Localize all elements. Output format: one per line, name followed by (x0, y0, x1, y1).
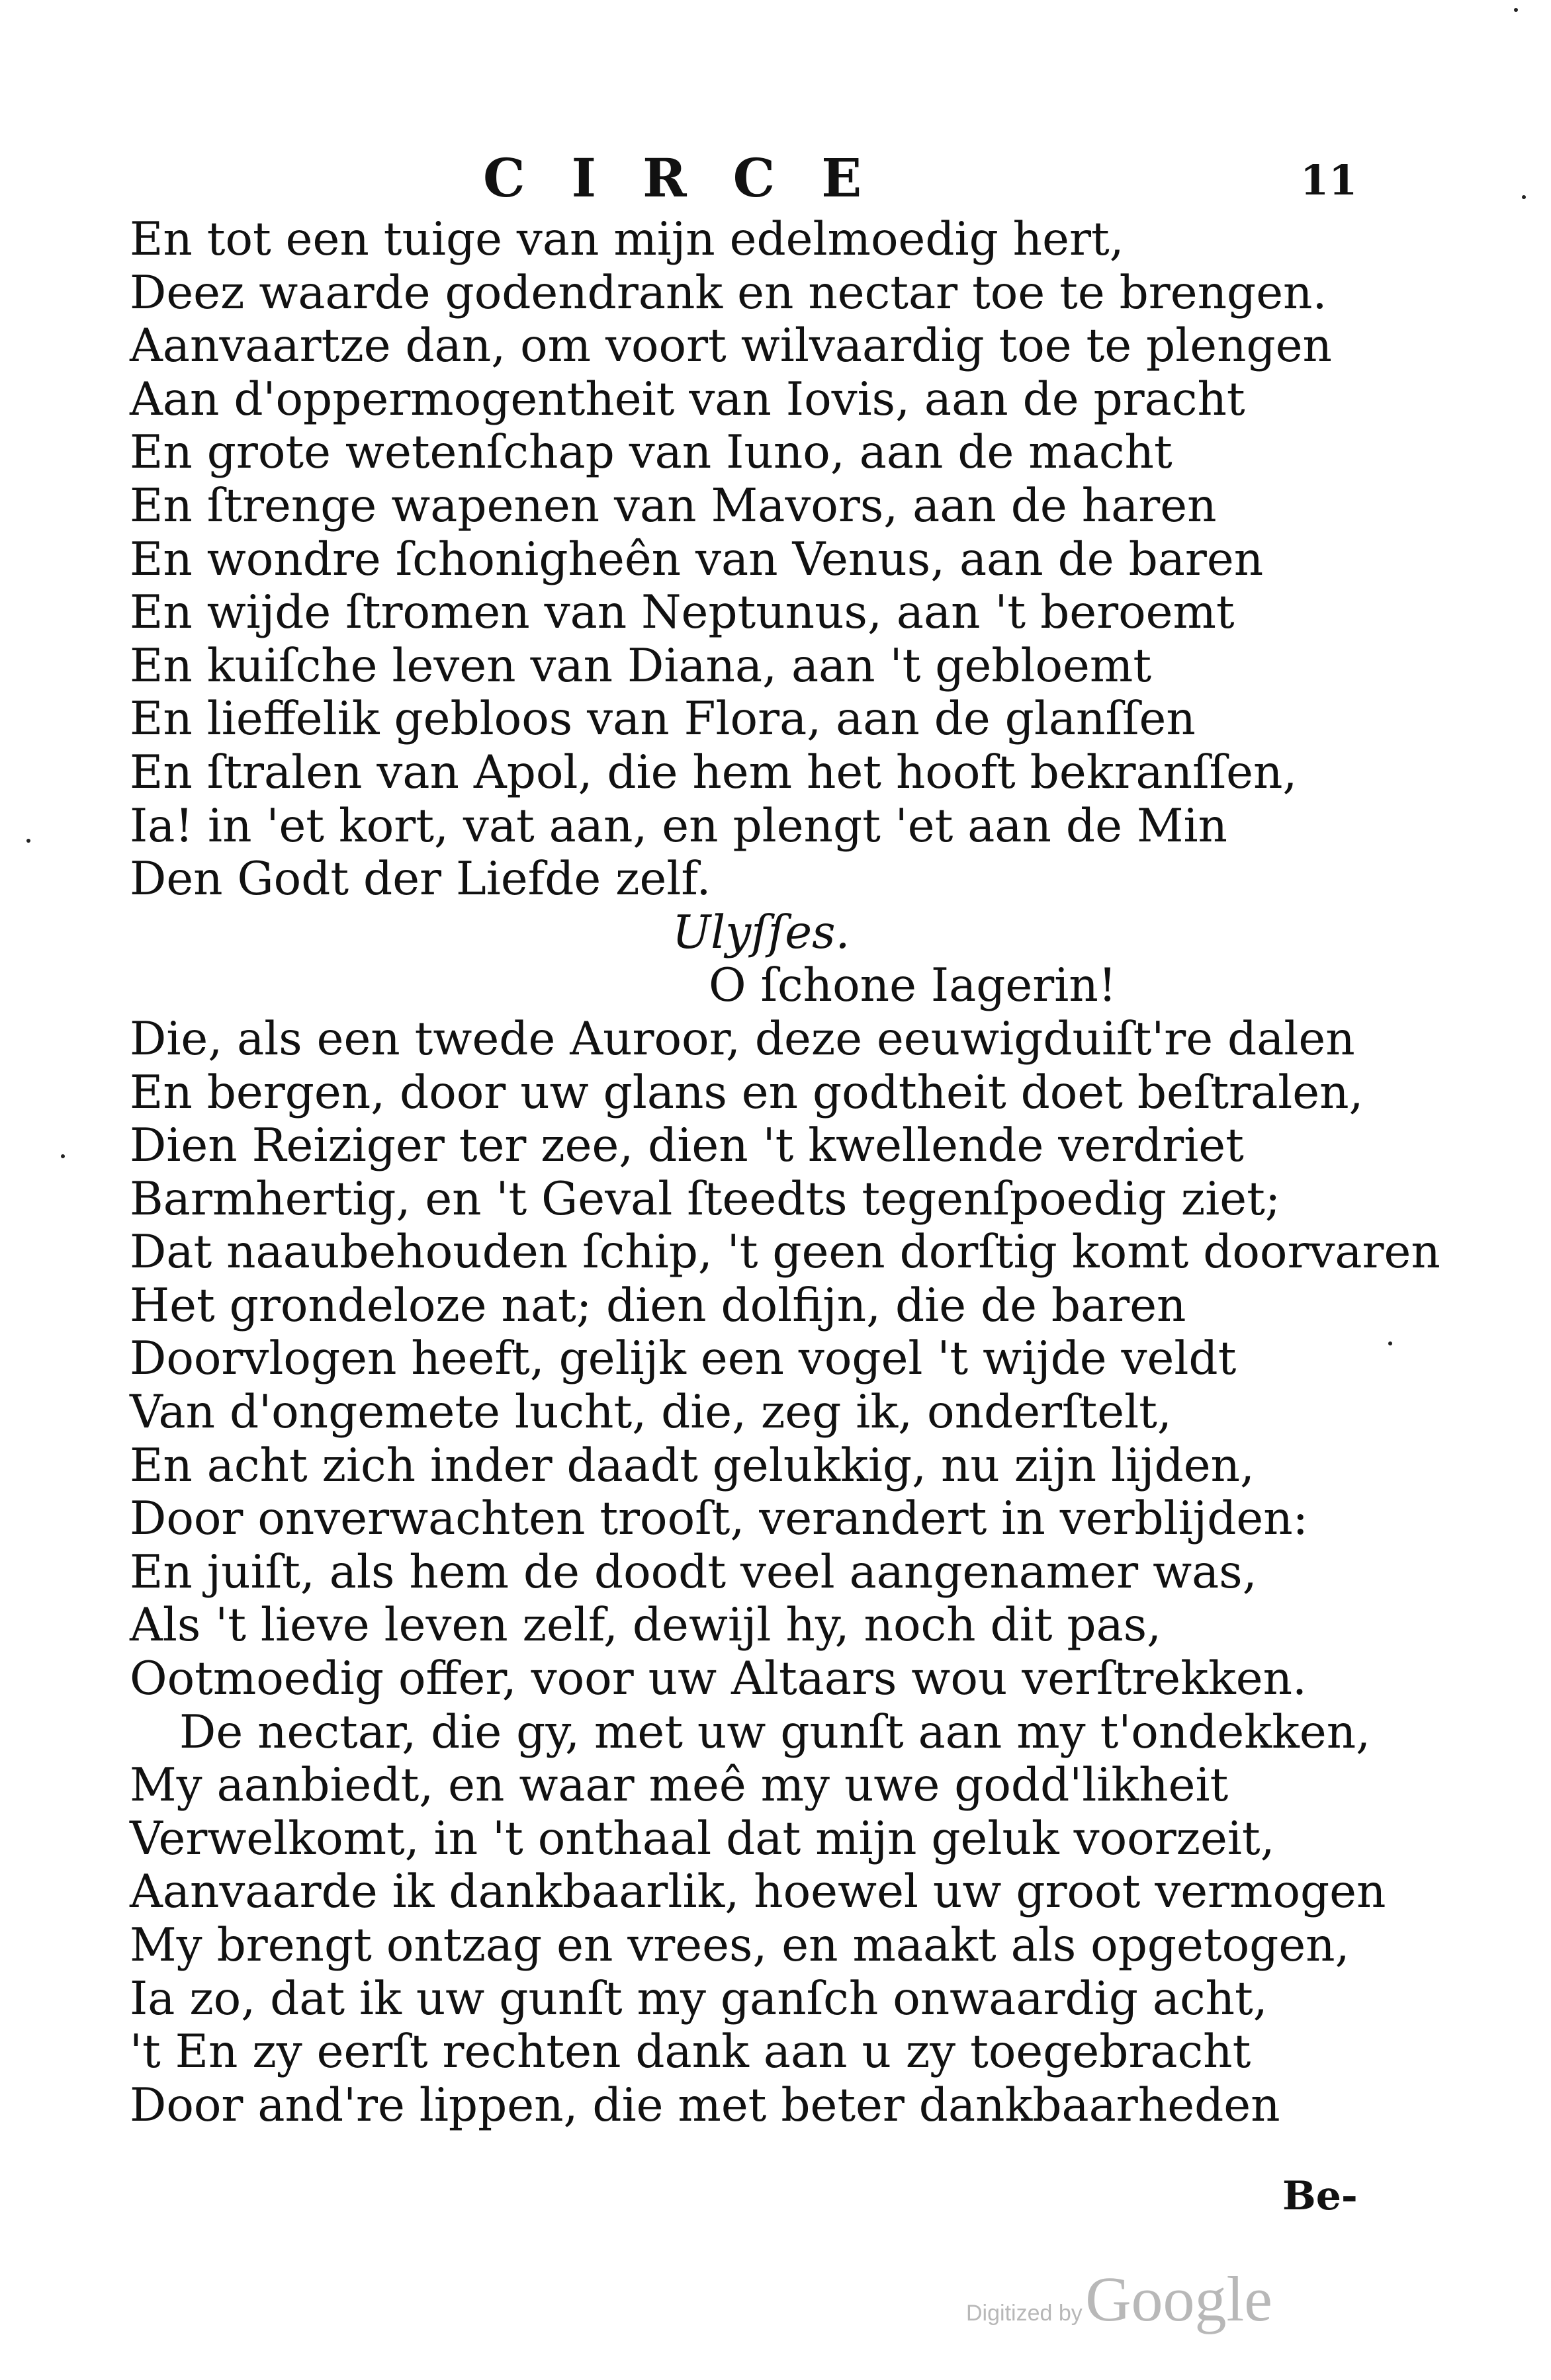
ink-speck (1522, 195, 1526, 199)
verse-line: Die, als een twede Auroor, deze eeuwigduiſt're dalen (130, 1012, 1355, 1066)
verse-line: Den Godt der Liefde zelf. (130, 853, 711, 906)
verse-line: Dat naaubehouden ſchip, 't geen dorſtig komt doorvaren (130, 1226, 1440, 1279)
page-number: 11 (1300, 156, 1358, 204)
verse-line: Doorvlogen heeft, gelijk een vogel 't wijde veldt (130, 1332, 1237, 1386)
verse-line: En wijde ſtromen van Neptunus, aan 't beroemt (130, 586, 1235, 640)
verse-line: 't En zy eerſt rechten dank aan u zy toegebracht (130, 2025, 1251, 2079)
verse-line: Als 't lieve leven zelf, dewijl hy, noch dit pas, (130, 1599, 1162, 1652)
verse-line: Barmhertig, en 't Geval ſteedts tegenſpoedig ziet; (130, 1172, 1281, 1226)
catchword: Be- (1282, 2173, 1358, 2219)
verse-line: Ia! in 'et kort, vat aan, en plengt 'et aan de Min (130, 799, 1227, 853)
watermark-prefix: Digitized by (966, 2301, 1083, 2326)
verse-line: Aan d'oppermogentheit van Iovis, aan de pracht (130, 372, 1245, 426)
verse-line: Ootmoedig offer, voor uw Altaars wou verſtrekken. (130, 1652, 1307, 1706)
verse-line: En ſtralen van Apol, die hem het hooft bekranſſen, (130, 745, 1298, 799)
verse-line: Van d'ongemete lucht, die, zeg ik, onderſtelt, (130, 1386, 1172, 1439)
ink-speck (26, 839, 30, 843)
verse-line: De nectar, die gy, met uw gunſt aan my t'ondekken, (179, 1705, 1371, 1759)
verse-line: My brengt ontzag en vrees, en maakt als opgetogen, (130, 1919, 1350, 1972)
ink-speck (61, 1154, 65, 1158)
verse-line: En tot een tuige van mijn edelmoedig hert, (130, 213, 1124, 266)
verse-line: En kuiſche leven van Diana, aan 't gebloemt (130, 639, 1152, 693)
verse-line: En lieffelik gebloos van Flora, aan de glanſſen (130, 693, 1196, 746)
verse-line: En grote wetenſchap van Iuno, aan de macht (130, 426, 1173, 480)
running-header (0, 147, 1551, 209)
verse-line: Dien Reiziger ter zee, dien 't kwellende verdriet (130, 1119, 1244, 1173)
verse-line: En bergen, door uw glans en godtheit doet beſtralen, (130, 1066, 1364, 1119)
verse-line: My aanbiedt, en waar meê my uwe godd'likheit (130, 1759, 1229, 1812)
verse-line: Aanvaartze dan, om voort wilvaardig toe te plengen (130, 319, 1332, 373)
verse-text (130, 213, 1440, 2132)
google-watermark (966, 2262, 1272, 2336)
verse-line: O ſchone Iagerin! (709, 959, 1117, 1013)
verse-line: En ſtrenge wapenen van Mavors, aan de haren (130, 479, 1217, 532)
speaker-name: Ulyſſes. (672, 906, 850, 959)
ink-speck (1514, 8, 1518, 12)
verse-line: Ia zo, dat ik uw gunſt my ganſch onwaardig acht, (130, 1972, 1268, 2025)
verse-line: Door onverwachten trooſt, verandert in verblijden: (130, 1492, 1308, 1546)
verse-line: En juiſt, als hem de doodt veel aangenamer was, (130, 1545, 1257, 1599)
running-title: CIRCE (483, 147, 908, 209)
verse-line: Verwelkomt, in 't onthaal dat mijn geluk voorzeit, (130, 1812, 1275, 1865)
watermark-brand: Google (1085, 2264, 1272, 2334)
verse-line: Het grondeloze nat; dien dolfijn, die de baren (130, 1279, 1186, 1332)
ink-speck (1388, 1341, 1392, 1345)
verse-line: Door and're lippen, die met beter dankbaarheden (130, 2078, 1280, 2132)
verse-line: En acht zich inder daadt gelukkig, nu zijn lijden, (130, 1439, 1255, 1492)
verse-line: En wondre ſchonigheên van Venus, aan de baren (130, 532, 1264, 586)
verse-line: Aanvaarde ik dankbaarlik, hoewel uw groot vermogen (130, 1865, 1386, 1919)
verse-line: Deez waarde godendrank en nectar toe te brengen. (130, 266, 1327, 319)
